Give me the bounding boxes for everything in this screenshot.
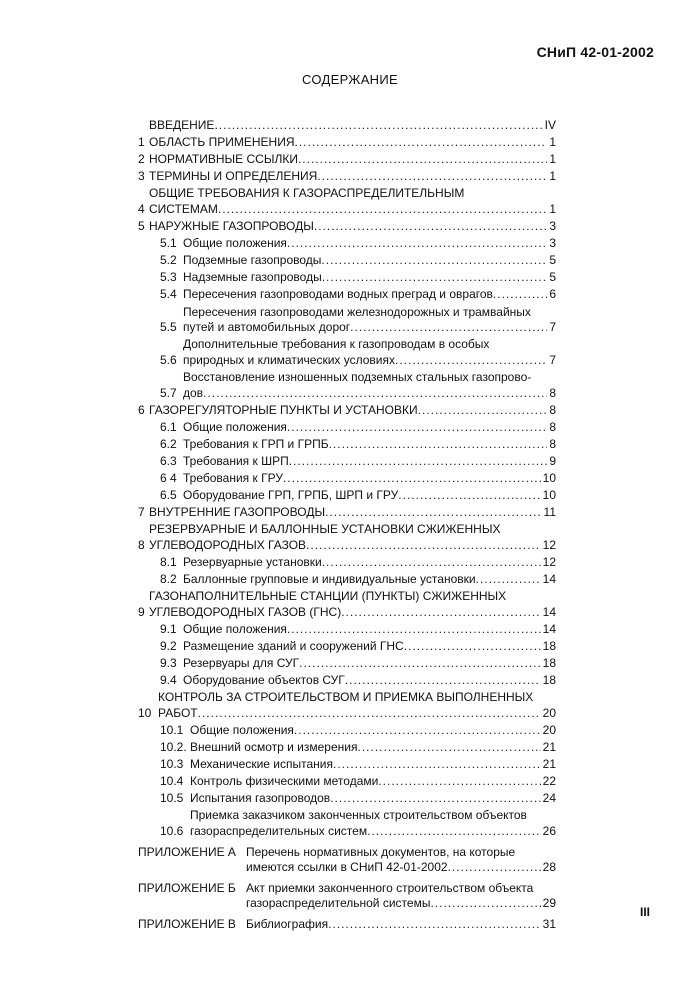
toc-number: 6 4: [160, 470, 177, 485]
toc-section: [138, 169, 556, 185]
toc-page: 8: [549, 436, 556, 451]
toc-page: 1: [549, 152, 556, 167]
toc-entry: [149, 118, 556, 134]
toc-title-line: Требования к ГРУ: [183, 470, 283, 485]
toc-entry: [149, 186, 556, 217]
toc-title-line: РЕЗЕРВУАРНЫЕ И БАЛЛОННЫЕ УСТАНОВКИ СЖИЖЕННЫХ: [149, 522, 501, 537]
toc-entry: [149, 403, 556, 419]
toc-entry: [183, 471, 556, 487]
leader-dots: [357, 740, 540, 756]
toc-title-line: Испытания газопроводов: [190, 791, 331, 806]
toc-page: 7: [549, 352, 556, 367]
toc-title-line: Требования к ГРП и ГРПБ: [183, 436, 329, 451]
toc-title-line: ГАЗОНАПОЛНИТЕЛЬНЫЕ СТАНЦИИ (ПУНКТЫ) СЖИЖЕННЫХ: [149, 589, 507, 604]
toc-number: 5.6: [160, 352, 177, 367]
toc-number: 6.5: [160, 488, 177, 503]
leader-dots: [367, 824, 541, 840]
leader-dots: [295, 135, 548, 151]
toc-page: 12: [542, 554, 556, 569]
appendix-title-line: Акт приемки законченного строительством объекта: [246, 880, 534, 895]
toc-page: 14: [542, 621, 556, 636]
toc-subsection: [138, 572, 556, 588]
leader-dots: [398, 488, 540, 504]
toc-title-line: Баллонные групповые и индивидуальные установки: [183, 572, 476, 587]
toc-title-line: Пересечения газопроводами водных преград и оврагов: [183, 287, 493, 302]
toc-page: 5: [549, 270, 556, 285]
toc-number: 8.1: [160, 554, 177, 569]
toc-title-line: Общие положения: [190, 722, 294, 737]
toc-subsection: [138, 287, 556, 303]
appendix-title-line: Перечень нормативных документов, на которые: [246, 844, 516, 859]
leader-dots: [214, 118, 542, 134]
toc-number: 9.3: [160, 656, 177, 670]
toc-page: 10: [542, 470, 556, 485]
appendix-page: 31: [542, 916, 556, 931]
toc-title-line: Дополнительные требования к газопроводам в особых: [183, 337, 490, 352]
leader-dots: [493, 287, 547, 303]
toc-title-line: Подземные газопроводы: [183, 253, 322, 268]
toc-section: [138, 690, 556, 721]
toc-title-line: Оборудование объектов СУГ: [183, 673, 345, 688]
toc-number: 10.4: [160, 774, 184, 789]
toc-subsection: [138, 420, 556, 436]
contents-title: СОДЕРЖАНИЕ: [301, 72, 398, 87]
toc-entry: [183, 370, 556, 401]
toc-subsection: [138, 740, 556, 756]
toc-page: 1: [549, 169, 556, 184]
toc-subsection: [138, 555, 556, 571]
toc-entry: [183, 287, 556, 303]
toc-subsection: [138, 471, 556, 487]
toc-title-line: ГАЗОРЕГУЛЯТОРНЫЕ ПУНКТЫ И УСТАНОВКИ: [149, 402, 418, 417]
toc-subsection: [138, 639, 556, 655]
toc-number: 10.5: [160, 791, 184, 806]
toc-entry: [149, 589, 556, 620]
toc-section: [138, 152, 556, 168]
toc-entry: [183, 437, 556, 453]
appendix-title-line: Библиография: [246, 916, 329, 931]
toc-number: 6.1: [160, 419, 177, 434]
toc-number: 5.3: [160, 270, 177, 285]
toc-entry: [183, 420, 556, 436]
toc-entry: [183, 253, 556, 269]
toc-entry: [190, 791, 556, 807]
toc-number: 4: [138, 201, 145, 216]
appendix-label: ПРИЛОЖЕНИЕ В: [138, 916, 236, 931]
toc-entry: [149, 522, 556, 553]
toc-section: [138, 135, 556, 151]
toc-number: 6.2: [160, 436, 177, 451]
toc-title-line: Механические испытания: [190, 757, 333, 772]
toc-subsection: [138, 454, 556, 470]
toc-subsection: [138, 757, 556, 773]
leader-dots: [298, 152, 547, 168]
toc-title-line: Восстановление изношенных подземных стальных газопрово-: [183, 369, 532, 384]
leader-dots: [404, 639, 541, 655]
toc-title-line: РАБОТ: [158, 705, 198, 720]
leader-dots: [325, 505, 541, 521]
toc-title-line: ТЕРМИНЫ И ОПРЕДЕЛЕНИЯ: [149, 169, 318, 184]
toc-subsection: [138, 253, 556, 269]
toc-page: 8: [549, 402, 556, 417]
toc-page: 18: [542, 673, 556, 688]
toc-entry: [183, 639, 556, 655]
toc-section: [138, 186, 556, 217]
toc-entry: [190, 757, 556, 773]
toc-number: 10.3: [160, 757, 184, 772]
toc-subsection: [138, 656, 556, 672]
toc-title-line: Надземные газопроводы: [183, 270, 322, 285]
toc-page: 10: [542, 488, 556, 503]
toc-number: 8: [138, 537, 145, 552]
toc-number: 5.5: [160, 320, 177, 335]
toc-number: 9.2: [160, 638, 177, 653]
toc-title-line: путей и автомобильных дорог: [183, 320, 351, 335]
toc-entry: [183, 572, 556, 588]
leader-dots: [289, 454, 548, 470]
toc-number: 10.2.: [160, 739, 187, 754]
toc-subsection: [138, 673, 556, 689]
appendix-label: ПРИЛОЖЕНИЕ Б: [138, 880, 236, 895]
toc-appendix: [138, 845, 556, 876]
toc-page: 11: [543, 505, 556, 520]
leader-dots: [322, 555, 541, 571]
toc-section: [138, 403, 556, 419]
leader-dots: [283, 471, 541, 487]
toc-title-line: Приемка заказчиком законченных строительством объектов: [190, 808, 527, 823]
toc-entry: [158, 690, 556, 721]
toc-title-line: Контроль физическими методами: [190, 774, 379, 789]
toc-page: 14: [542, 572, 556, 587]
toc-number: 9.4: [160, 673, 177, 688]
toc-number: 8.2: [160, 572, 177, 587]
toc-page: 20: [542, 722, 556, 737]
toc-title-line: Пересечения газопроводами железнодорожных и трамвайных: [183, 304, 531, 319]
toc-title-line: НАРУЖНЫЕ ГАЗОПРОВОДЫ: [149, 219, 314, 234]
toc-entry: [183, 673, 556, 689]
toc-page: 6: [549, 287, 556, 302]
toc-subsection: [138, 622, 556, 638]
toc-title-line: Требования к ШРП: [183, 453, 289, 468]
toc-entry: [149, 169, 556, 185]
toc-appendix: [138, 917, 556, 933]
toc-entry: [149, 135, 556, 151]
toc-entry: [183, 270, 556, 286]
leader-dots: [218, 202, 547, 218]
toc-title-line: Общие положения: [183, 419, 287, 434]
toc-title-line: газораспределительных систем: [190, 823, 368, 838]
toc-title-line: ОБЛАСТЬ ПРИМЕНЕНИЯ: [149, 135, 295, 150]
leader-dots: [418, 403, 548, 419]
toc-page: 1: [549, 201, 556, 216]
leader-dots: [341, 605, 540, 621]
leader-dots: [314, 219, 547, 235]
appendix-title-line: газораспределительной системы: [246, 896, 431, 911]
leader-dots: [329, 437, 548, 453]
toc-page: 3: [549, 219, 556, 234]
toc-page: 5: [549, 253, 556, 268]
toc-subsection: [138, 437, 556, 453]
toc-page: 3: [549, 236, 556, 251]
toc-title-line: Резервуары для СУГ: [183, 656, 300, 670]
toc-title-line: ВВЕДЕНИЕ: [149, 118, 215, 132]
toc-number: 3: [138, 169, 145, 184]
toc-number: 2: [138, 152, 145, 167]
appendix-label: ПРИЛОЖЕНИЕ А: [138, 844, 236, 859]
toc-title-line: дов: [183, 385, 204, 400]
toc-title-line: природных и климатических условиях: [183, 352, 395, 367]
leader-dots: [328, 917, 541, 933]
toc-page: 9: [549, 453, 556, 468]
page-number: III: [639, 905, 650, 919]
toc-entry: [183, 454, 556, 470]
toc-title-line: УГЛЕВОДОРОДНЫХ ГАЗОВ: [149, 537, 307, 552]
toc-entry: [183, 622, 556, 638]
leader-dots: [330, 791, 540, 807]
toc-page: 12: [542, 537, 556, 552]
toc-subsection: [138, 270, 556, 286]
leader-dots: [287, 622, 541, 638]
toc-page: 7: [549, 320, 556, 335]
toc-page: 18: [542, 656, 556, 670]
leader-dots: [430, 896, 540, 912]
leader-dots: [287, 420, 547, 436]
toc-section: [138, 118, 556, 134]
appendix-title-line: имеются ссылки в СНиП 42-01-2002: [246, 860, 448, 875]
toc-entry: [149, 505, 556, 521]
toc-section: [138, 589, 556, 620]
toc-entry: [190, 723, 556, 739]
toc-number: 10: [138, 705, 152, 720]
toc-page: 20: [542, 705, 556, 720]
toc-entry: [183, 656, 556, 672]
toc-number: 9: [138, 604, 145, 619]
leader-dots: [448, 860, 541, 876]
toc-title-line: ОБЩИЕ ТРЕБОВАНИЯ К ГАЗОРАСПРЕДЕЛИТЕЛЬНЫМ: [149, 186, 465, 201]
leader-dots: [287, 236, 547, 252]
leader-dots: [317, 169, 547, 185]
toc-subsection: [138, 337, 556, 368]
toc-entry: [190, 808, 556, 839]
toc-subsection: [138, 236, 556, 252]
toc-page: 22: [542, 774, 556, 789]
toc-section: [138, 505, 556, 521]
toc-entry: [183, 305, 556, 336]
leader-dots: [203, 386, 547, 402]
toc-entry: [149, 219, 556, 235]
leader-dots: [306, 538, 541, 554]
toc-title-line: Резервуарные установки: [183, 554, 322, 569]
leader-dots: [350, 320, 547, 336]
toc-title-line: КОНТРОЛЬ ЗА СТРОИТЕЛЬСТВОМ И ПРИЕМКА ВЫПОЛНЕННЫХ: [158, 690, 534, 705]
toc-page: 21: [542, 739, 556, 754]
toc-number: 6.3: [160, 453, 177, 468]
leader-dots: [395, 353, 547, 369]
toc-page: 8: [549, 419, 556, 434]
toc-entry: [183, 236, 556, 252]
toc-appendix: [138, 881, 556, 912]
toc-entry: [190, 774, 556, 790]
toc-page: 21: [542, 757, 556, 772]
leader-dots: [198, 706, 541, 722]
toc-entry: [183, 337, 556, 368]
toc-number: 10.1: [160, 722, 184, 737]
toc-number: 6: [138, 402, 145, 417]
leader-dots: [333, 757, 541, 773]
toc-number: 7: [138, 505, 145, 520]
leader-dots: [476, 572, 541, 588]
toc-page: IV: [544, 118, 556, 132]
toc-number: 5.4: [160, 287, 177, 302]
toc-entry: [183, 555, 556, 571]
toc-subsection: [138, 370, 556, 401]
toc-subsection: [138, 808, 556, 839]
toc-page: 18: [542, 638, 556, 653]
leader-dots: [299, 656, 541, 672]
toc-number: 5.2: [160, 253, 177, 268]
leader-dots: [322, 270, 548, 286]
toc-entry: [149, 152, 556, 168]
appendix-page: 29: [542, 896, 556, 911]
toc-number: 10.6: [160, 823, 184, 838]
toc-title-line: СИСТЕМАМ: [149, 201, 218, 216]
toc-title-line: Оборудование ГРП, ГРПБ, ШРП и ГРУ: [183, 488, 399, 503]
toc-page: 14: [542, 604, 556, 619]
toc-title-line: Общие положения: [183, 236, 287, 251]
toc-section: [138, 219, 556, 235]
toc-title-line: УГЛЕВОДОРОДНЫХ ГАЗОВ (ГНС): [149, 604, 342, 619]
appendix-page: 28: [542, 860, 556, 875]
table-of-contents: [138, 118, 556, 936]
document-code: СНиП 42-01-2002: [536, 44, 654, 60]
toc-number: 5: [138, 219, 145, 234]
toc-number: 5.1: [160, 236, 177, 251]
leader-dots: [321, 253, 547, 269]
toc-title-line: Внешний осмотр и измерения: [190, 739, 358, 754]
toc-title-line: ВНУТРЕННИЕ ГАЗОПРОВОДЫ: [149, 505, 326, 520]
leader-dots: [378, 774, 540, 790]
toc-page: 26: [542, 823, 556, 838]
toc-subsection: [138, 305, 556, 336]
leader-dots: [345, 673, 541, 689]
toc-page: 8: [549, 385, 556, 400]
toc-subsection: [138, 723, 556, 739]
toc-subsection: [138, 774, 556, 790]
toc-section: [138, 522, 556, 553]
toc-entry: [190, 740, 556, 756]
toc-page: 1: [549, 135, 556, 150]
toc-title-line: Размещение зданий и сооружений ГНС: [183, 638, 404, 653]
toc-page: 24: [542, 791, 556, 806]
leader-dots: [294, 723, 541, 739]
toc-title-line: НОРМАТИВНЫЕ ССЫЛКИ: [149, 152, 298, 167]
toc-number: 5.7: [160, 385, 177, 400]
toc-entry: [183, 488, 556, 504]
toc-subsection: [138, 488, 556, 504]
toc-subsection: [138, 791, 556, 807]
toc-number: 1: [138, 135, 145, 150]
toc-number: 9.1: [160, 621, 177, 636]
toc-title-line: Общие положения: [183, 621, 287, 636]
